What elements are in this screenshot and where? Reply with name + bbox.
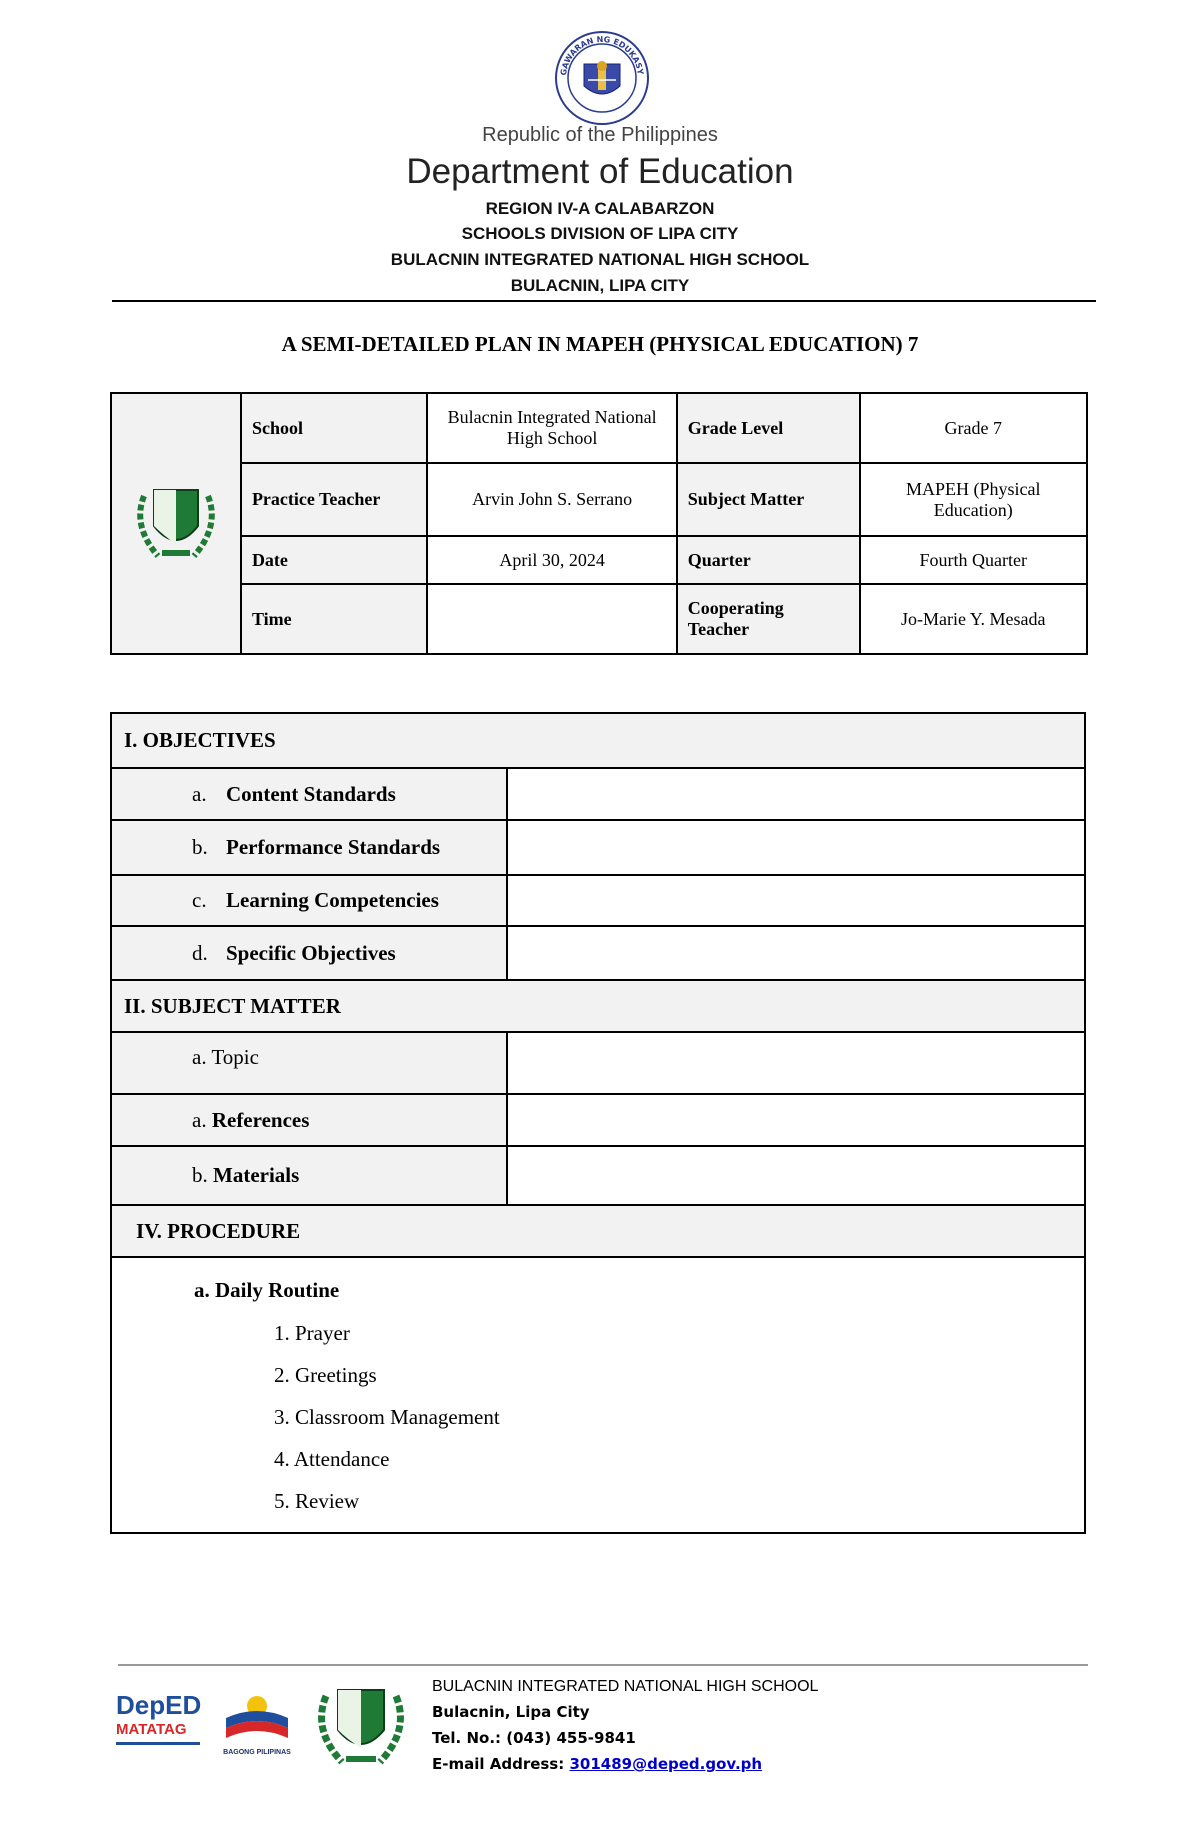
materials-value[interactable]	[507, 1146, 1085, 1205]
time-label: Time	[241, 584, 428, 654]
cooperating-teacher-label: Cooperating Teacher	[677, 584, 860, 654]
procedure-heading: IV. PROCEDURE	[111, 1205, 1085, 1257]
table-row	[111, 768, 1085, 820]
procedure-body	[111, 1257, 1085, 1533]
school-line: BULACNIN INTEGRATED NATIONAL HIGH SCHOOL	[390, 250, 810, 269]
bagong-pilipinas-logo	[218, 1684, 296, 1762]
footer-email-row	[432, 1755, 762, 1773]
email-label: E-mail Address:	[432, 1755, 570, 1773]
deped-logo-text: DepED	[116, 1690, 202, 1720]
school-label: School	[241, 393, 428, 463]
list-item: 1. Prayer	[274, 1321, 350, 1345]
deped-seal	[554, 30, 650, 126]
deped-matatag-logo	[116, 1690, 200, 1760]
school-logo-icon	[128, 476, 224, 566]
division-line: SCHOOLS DIVISION OF LIPA CITY	[461, 224, 739, 243]
performance-standards-label: Performance Standards	[226, 835, 441, 859]
time-value	[427, 584, 676, 654]
topic-value[interactable]	[507, 1032, 1085, 1094]
practice-teacher-label: Practice Teacher	[241, 463, 428, 536]
materials-label: Materials	[213, 1163, 300, 1187]
list-item: 5. Review	[274, 1489, 360, 1513]
daily-routine-label: a. Daily Routine	[194, 1278, 340, 1302]
learning-competencies-label: Learning Competencies	[226, 888, 439, 912]
region-line: REGION IV-A CALABARZON	[485, 199, 715, 218]
item-number: b.	[192, 835, 208, 859]
school-seal-icon	[308, 1676, 414, 1772]
footer-divider	[118, 1664, 1088, 1666]
table-row	[111, 1146, 1085, 1205]
table-row	[111, 820, 1085, 875]
table-row	[111, 926, 1085, 980]
school-logo-cell	[111, 393, 241, 654]
list-item: 4. Attendance	[274, 1447, 390, 1471]
cooperating-teacher-value: Jo-Marie Y. Mesada	[860, 584, 1088, 654]
practice-teacher-value: Arvin John S. Serrano	[427, 463, 676, 536]
email-link[interactable]: 301489@deped.gov.ph	[569, 1755, 763, 1773]
school-value: Bulacnin Integrated National High School	[427, 393, 676, 463]
date-value: April 30, 2024	[427, 536, 676, 584]
learning-competencies-value[interactable]	[507, 875, 1085, 926]
matatag-text: MATATAG	[116, 1721, 187, 1738]
performance-standards-value[interactable]	[507, 820, 1085, 875]
materials-number: b.	[192, 1163, 208, 1187]
subject-matter-value: MAPEH (Physical Education)	[860, 463, 1088, 536]
references-number: a.	[192, 1107, 207, 1132]
content-standards-value[interactable]	[507, 768, 1085, 820]
bagong-pilipinas-icon	[218, 1684, 296, 1744]
subject-matter-label: Subject Matter	[677, 463, 860, 536]
header-divider	[112, 300, 1096, 302]
footer-school-logo	[308, 1676, 414, 1772]
table-row	[111, 1094, 1085, 1146]
republic-text: Republic of the Philippines	[482, 124, 718, 146]
list-item: 2. Greetings	[274, 1363, 377, 1387]
seal-text: GAWARAN NG EDUKASY	[559, 34, 645, 77]
bagong-pilipinas-text: BAGONG PILIPINAS	[223, 1749, 291, 1756]
grade-level-value: Grade 7	[860, 393, 1088, 463]
topic-label: a. Topic	[192, 1045, 259, 1069]
table-row	[111, 1032, 1085, 1094]
specific-objectives-label: Specific Objectives	[226, 940, 396, 965]
table-row	[111, 875, 1085, 926]
subject-matter-heading: II. SUBJECT MATTER	[111, 980, 1085, 1032]
footer-address: Bulacnin, Lipa City	[432, 1703, 590, 1721]
footer-school-name: BULACNIN INTEGRATED NATIONAL HIGH SCHOOL	[432, 1678, 819, 1695]
specific-objectives-value[interactable]	[507, 926, 1085, 980]
city-line: BULACNIN, LIPA CITY	[510, 276, 690, 295]
date-label: Date	[241, 536, 428, 584]
quarter-label: Quarter	[677, 536, 860, 584]
objectives-heading: I. OBJECTIVES	[111, 713, 1085, 768]
content-standards-label: Content Standards	[226, 781, 396, 806]
info-table	[110, 392, 1088, 655]
item-number: c.	[192, 888, 207, 912]
lesson-plan-table	[110, 712, 1086, 1534]
list-item: 3. Classroom Management	[274, 1405, 500, 1429]
grade-level-label: Grade Level	[677, 393, 860, 463]
footer-telephone: Tel. No.: (043) 455-9841	[432, 1729, 636, 1747]
plan-title: A SEMI-DETAILED PLAN IN MAPEH (PHYSICAL EDUCATION) 7	[281, 332, 919, 356]
item-number: d.	[192, 940, 208, 965]
references-label: References	[211, 1107, 310, 1132]
department-title: Department of Education	[406, 152, 794, 191]
quarter-value: Fourth Quarter	[860, 536, 1088, 584]
item-number: a.	[192, 781, 207, 806]
references-value[interactable]	[507, 1094, 1085, 1146]
